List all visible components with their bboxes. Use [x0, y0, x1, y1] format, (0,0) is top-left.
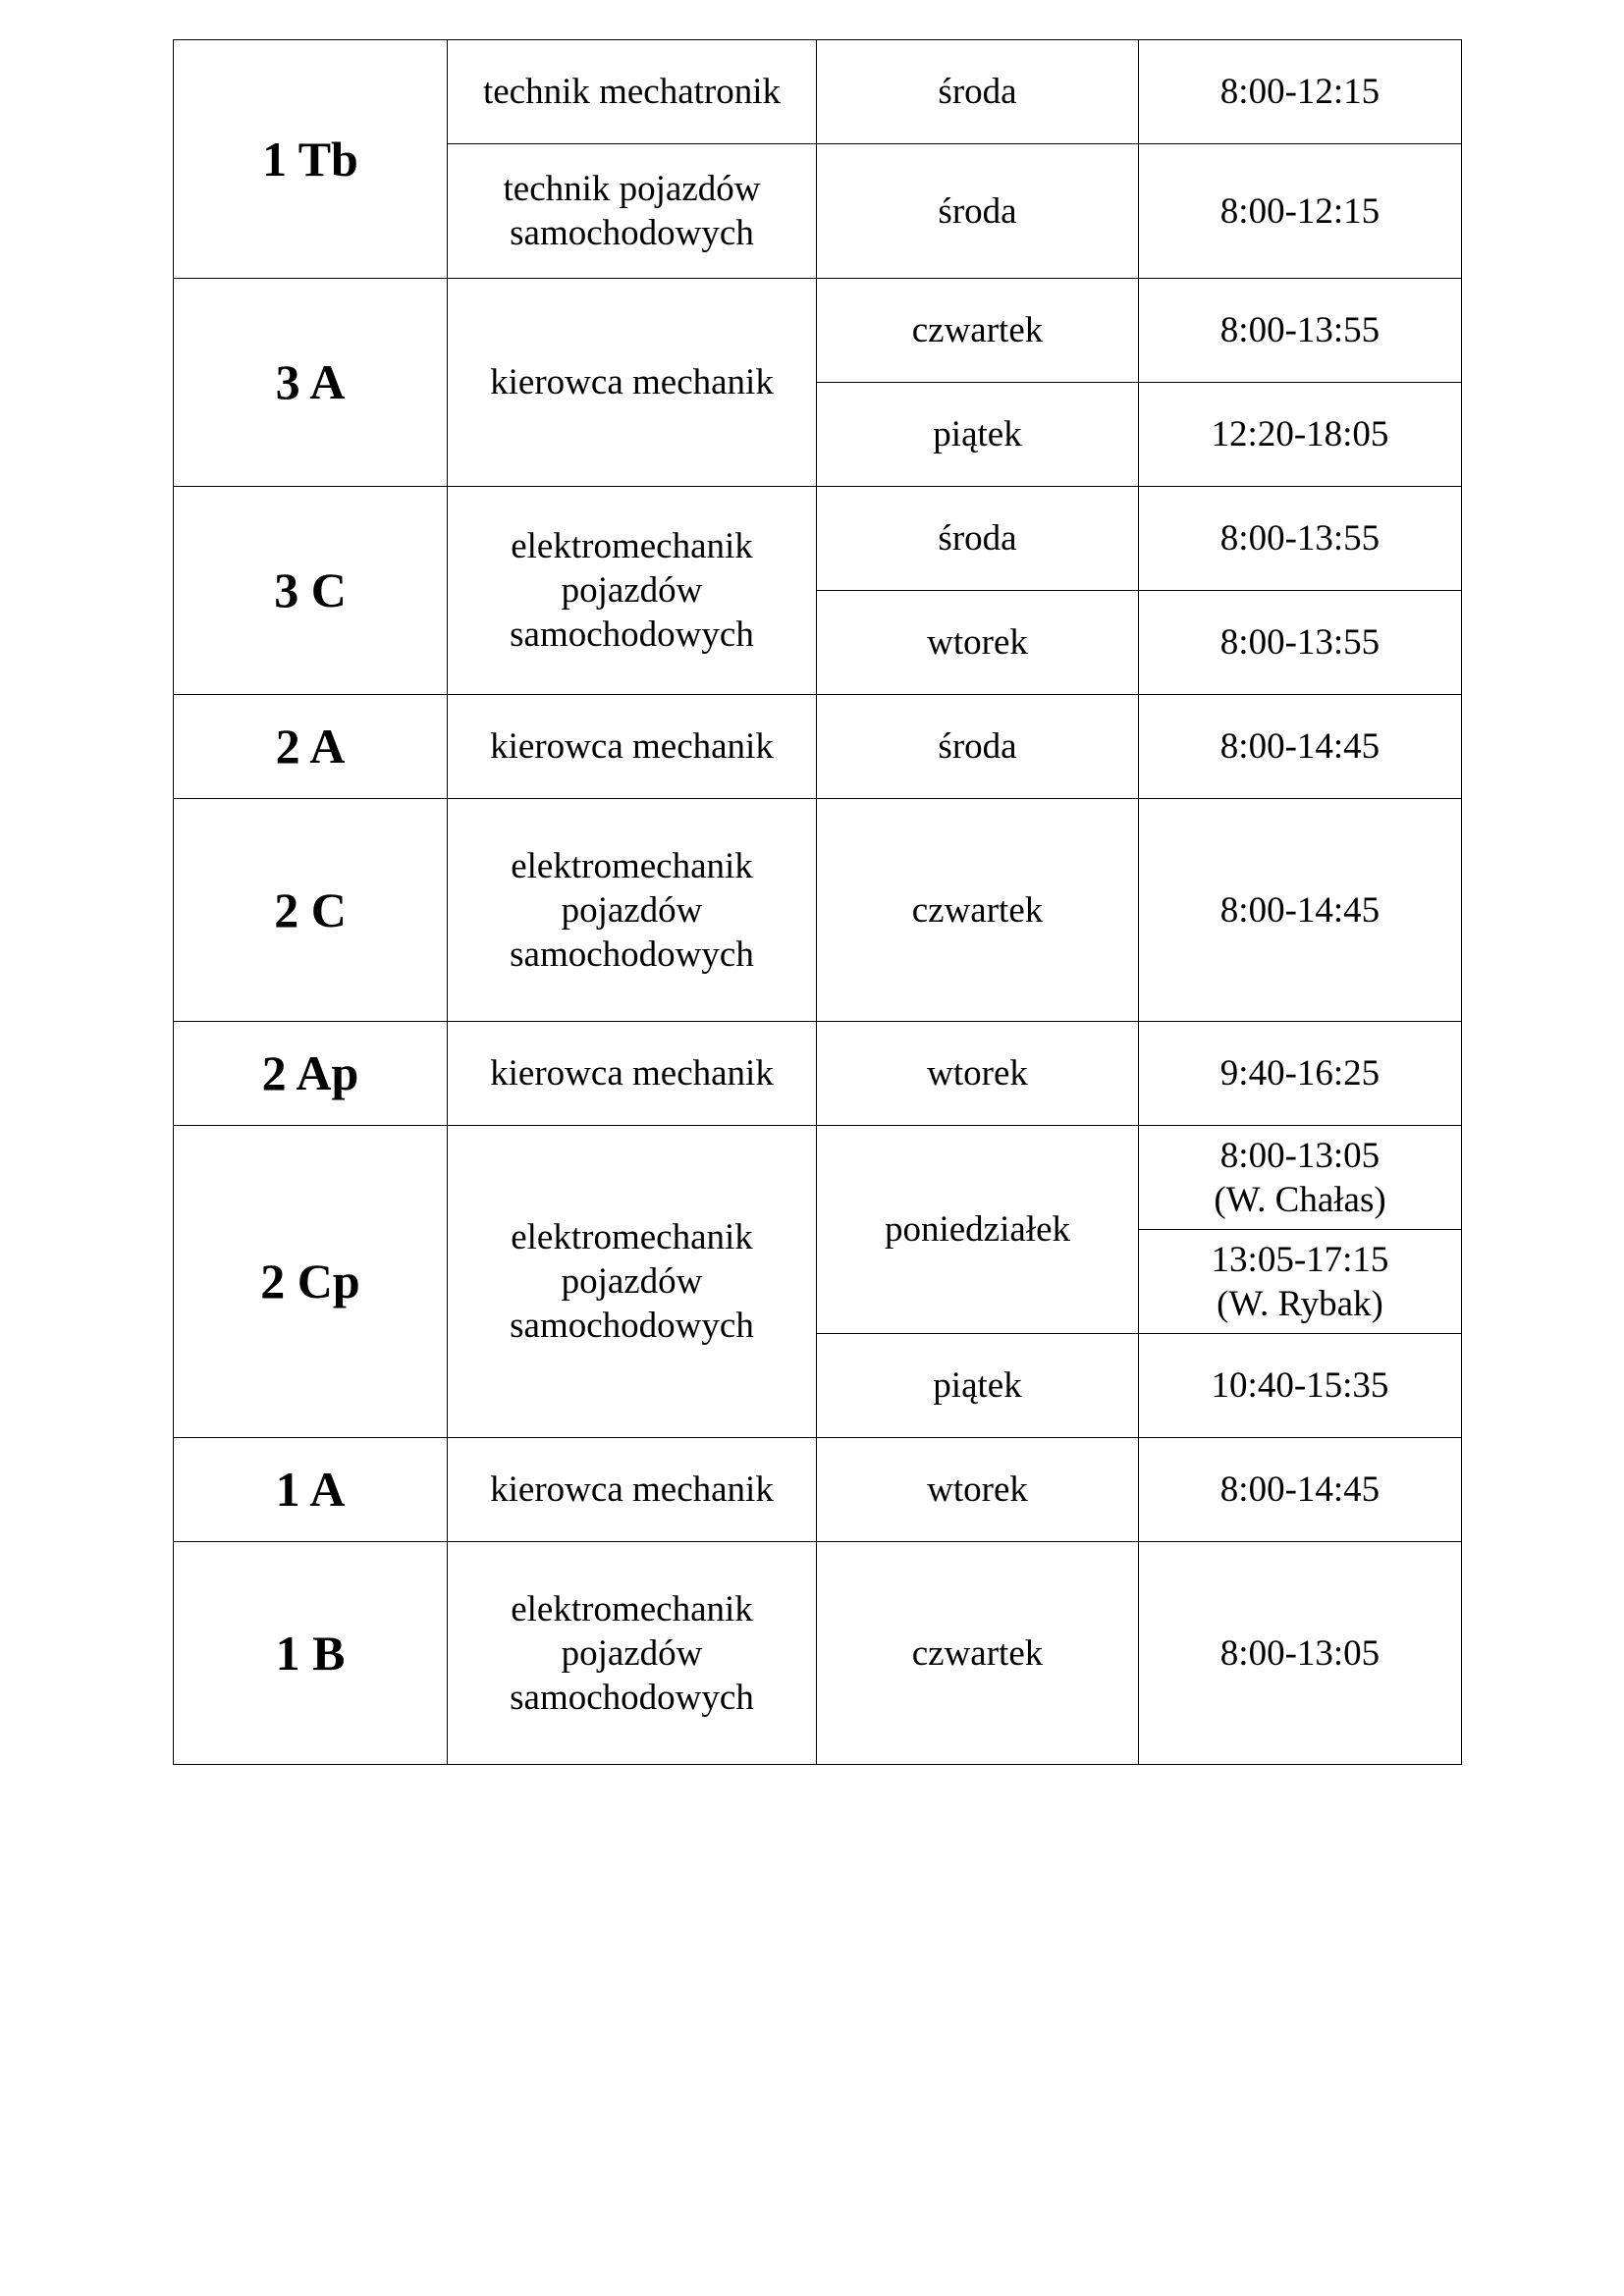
time-cell: 8:00-12:15: [1139, 144, 1462, 279]
time-cell: 8:00-13:05: [1139, 1542, 1462, 1765]
time-cell: 8:00-13:05 (W. Chałas): [1139, 1126, 1462, 1230]
profession-cell: kierowca mechanik: [448, 1438, 817, 1542]
class-cell: 2 A: [174, 695, 448, 799]
day-cell: wtorek: [817, 1022, 1139, 1126]
day-cell: środa: [817, 40, 1139, 144]
time-cell: 10:40-15:35: [1139, 1334, 1462, 1438]
day-cell: środa: [817, 144, 1139, 279]
profession-cell: elektromechanik pojazdów samochodowych: [448, 487, 817, 695]
time-cell: 8:00-13:55: [1139, 487, 1462, 591]
day-cell: piątek: [817, 1334, 1139, 1438]
time-cell: 8:00-14:45: [1139, 799, 1462, 1022]
profession-cell: technik pojazdów samochodowych: [448, 144, 817, 279]
time-cell: 8:00-14:45: [1139, 695, 1462, 799]
table-row: [174, 1438, 1462, 1542]
profession-cell: kierowca mechanik: [448, 279, 817, 487]
class-cell: 3 A: [174, 279, 448, 487]
profession-cell: kierowca mechanik: [448, 695, 817, 799]
table-row: [174, 487, 1462, 591]
time-cell: 8:00-13:55: [1139, 279, 1462, 383]
class-cell: 2 Cp: [174, 1126, 448, 1438]
class-cell: 1 B: [174, 1542, 448, 1765]
day-cell: wtorek: [817, 591, 1139, 695]
time-cell: 9:40-16:25: [1139, 1022, 1462, 1126]
class-cell: 3 C: [174, 487, 448, 695]
table-row: [174, 695, 1462, 799]
day-cell: czwartek: [817, 279, 1139, 383]
class-cell: 2 Ap: [174, 1022, 448, 1126]
profession-cell: elektromechanik pojazdów samochodowych: [448, 1542, 817, 1765]
class-cell: 2 C: [174, 799, 448, 1022]
class-cell: 1 Tb: [174, 40, 448, 279]
time-cell: 13:05-17:15 (W. Rybak): [1139, 1230, 1462, 1334]
table-row: [174, 799, 1462, 1022]
table-row: [174, 40, 1462, 144]
day-cell: wtorek: [817, 1438, 1139, 1542]
time-cell: 8:00-13:55: [1139, 591, 1462, 695]
schedule-table: [173, 39, 1462, 1765]
profession-cell: elektromechanik pojazdów samochodowych: [448, 799, 817, 1022]
profession-cell: kierowca mechanik: [448, 1022, 817, 1126]
time-cell: 8:00-14:45: [1139, 1438, 1462, 1542]
day-cell: środa: [817, 487, 1139, 591]
day-cell: poniedziałek: [817, 1126, 1139, 1334]
day-cell: środa: [817, 695, 1139, 799]
day-cell: czwartek: [817, 1542, 1139, 1765]
profession-cell: technik mechatronik: [448, 40, 817, 144]
profession-cell: elektromechanik pojazdów samochodowych: [448, 1126, 817, 1438]
table-row: [174, 1542, 1462, 1765]
time-cell: 8:00-12:15: [1139, 40, 1462, 144]
class-cell: 1 A: [174, 1438, 448, 1542]
day-cell: czwartek: [817, 799, 1139, 1022]
table-row: [174, 1126, 1462, 1230]
table-row: [174, 1022, 1462, 1126]
time-cell: 12:20-18:05: [1139, 383, 1462, 487]
day-cell: piątek: [817, 383, 1139, 487]
table-row: [174, 279, 1462, 383]
